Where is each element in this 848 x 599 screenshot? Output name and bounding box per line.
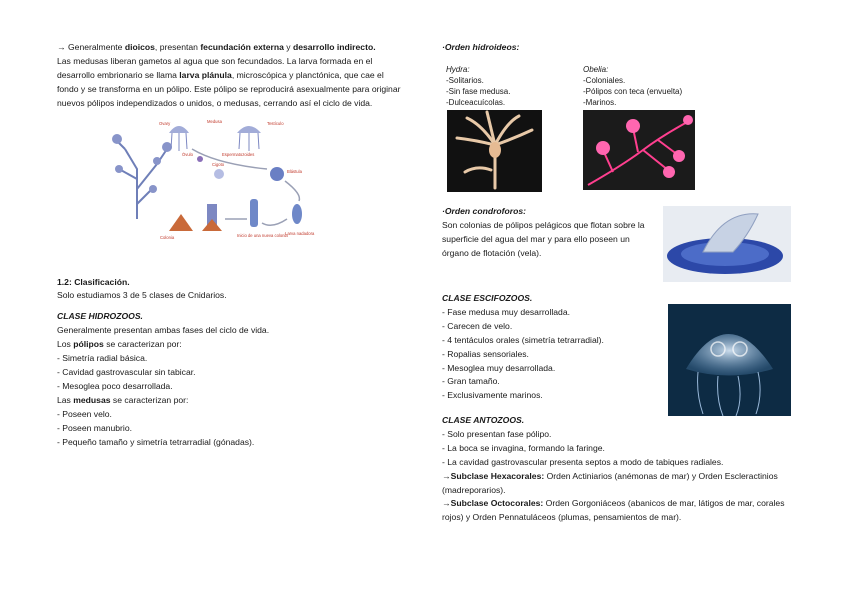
obelia-block	[583, 64, 713, 108]
medusa-female	[169, 126, 189, 133]
polipos-text: Los	[57, 339, 74, 350]
list-item: -Dulceacuícolas.	[446, 98, 506, 107]
list-item: - Poseen manubrio.	[57, 422, 132, 433]
intro-text: → Generalmente	[57, 42, 125, 52]
condroforos-text: Son colonias de pólipos pelágicos que flotan sobre la superficie del agua del mar y para ello poseen un órgano de flotación (vela).	[442, 219, 645, 258]
list-item: - La boca se invagina, formando la faringe.	[442, 442, 605, 453]
hydra-title: Hydra:	[446, 65, 470, 74]
list-item: - 4 tentáculos orales (simetría tetrarradial).	[442, 334, 604, 345]
hexacorales-bold: →Subclase Hexacorales:	[442, 470, 545, 481]
octocorales-bold: →Subclase Octocorales:	[442, 498, 544, 509]
list-item: - Solo presentan fase pólipo.	[442, 428, 552, 439]
medusas-bold: medusas	[73, 394, 111, 405]
classification-text: Solo estudiamos 3 de 5 clases de Cnidarios.	[57, 290, 227, 301]
list-item: - Fase medusa muy desarrollada.	[442, 306, 571, 317]
polipos-heading	[57, 338, 407, 352]
hidrozoos-title: CLASE HIDROZOOS.	[57, 311, 143, 322]
colony-drawing	[117, 141, 167, 219]
intro-bold-desarrollo: desarrollo indirecto.	[292, 42, 376, 52]
intro-text: y	[283, 42, 293, 52]
list-item: - Mesoglea muy desarrollada.	[442, 362, 556, 373]
antozoos-block	[442, 414, 802, 525]
octocorales-paragraph	[442, 497, 802, 525]
list-item: - Pequeño tamaño y simetría tetrarradial (gónadas).	[57, 436, 255, 447]
intro-bold-larva: larva plánula	[179, 69, 232, 80]
hydra-block	[446, 64, 556, 108]
hidroideos-title: ·Orden hidroideos:	[442, 42, 520, 52]
label-esperm: Espermatozoides	[222, 151, 255, 157]
classification-title: 1.2: Clasificación.	[57, 276, 130, 287]
hexacorales-paragraph	[442, 470, 802, 498]
label-cigoto: Cigoto	[212, 161, 225, 167]
medusa-male	[237, 126, 261, 133]
medusas-heading	[57, 394, 407, 408]
intro-text: Las medusas liberan gametos al agua que son fecundados. La larva formada en el desarrollo embrionario se llama	[57, 55, 373, 80]
antozoos-title: CLASE ANTOZOOS.	[442, 415, 525, 425]
jellyfish-illustration	[668, 304, 791, 416]
zygote-shape	[214, 169, 224, 179]
octocorales-text: Orden Gorgoniáceos (abanicos de mar, látigos de mar, corales rojos) y Orden Pennatuláceos (plumas, pensamientos de mar).	[442, 498, 785, 523]
obelia-title: Obelia:	[583, 65, 609, 74]
label-blastula: Blástula	[287, 168, 302, 174]
label-colonia: Colonia	[160, 234, 175, 240]
hydra-illustration	[447, 110, 542, 192]
escifozoos-title: CLASE ESCIFOZOOS.	[442, 293, 533, 303]
ovum-shape	[197, 156, 203, 162]
life-cycle-illustration	[97, 119, 332, 244]
obelia-illustration	[583, 110, 695, 190]
label-ovary: Ovary	[159, 120, 171, 126]
blastula-shape	[270, 167, 284, 181]
list-item: - La cavidad gastrovascular presenta septos a modo de tabiques radiales.	[442, 456, 724, 467]
condroforos-title: ·Orden condroforos:	[442, 206, 527, 216]
left-column	[57, 41, 407, 449]
polipos-bold: pólipos	[73, 339, 104, 350]
list-item: - Simetría radial básica.	[57, 353, 148, 364]
label-inicio: Inicio de una nueva colonia	[237, 232, 288, 238]
list-item: - Gran tamaño.	[442, 376, 500, 387]
polipos-text: se caracterizan por:	[103, 339, 182, 350]
velella-photo	[663, 206, 791, 282]
list-item: -Coloniales.	[583, 76, 626, 85]
label-testicle: Testículo	[267, 120, 284, 126]
medusas-text: se caracterizan por:	[110, 394, 189, 405]
label-medusa: Medusa	[207, 118, 222, 124]
larva-shape	[292, 204, 302, 224]
velella-illustration	[663, 206, 791, 282]
obelia-photo	[583, 110, 695, 190]
label-ovulo: Óvulo	[182, 151, 193, 157]
hexacorales-text: Orden Actiniarios (anémonas de mar) y Orden Escleractinios (madreporarios).	[442, 470, 778, 495]
intro-text: , presentan	[154, 42, 201, 52]
hydra-photo	[447, 110, 542, 192]
intro-text: , microscópica y planctónica, que cae el fondo y se transforma en un pólipo. Este pólipo se reproducirá asexualmente para originar nuevos pólipos independizados o unidos, o medusas, cerrando así el ciclo de vida.	[57, 69, 401, 108]
list-item: - Poseen velo.	[57, 408, 112, 419]
right-column	[442, 41, 802, 55]
list-item: - Cavidad gastrovascular sin tabicar.	[57, 366, 196, 377]
medusas-text: Las	[57, 394, 74, 405]
base-2	[202, 219, 222, 231]
intro-bold-dioicos: dioicos	[124, 42, 155, 52]
condroforos-block	[442, 205, 657, 261]
escifozoos-block	[442, 292, 667, 403]
jellyfish-photo	[668, 304, 791, 416]
medusa-male-tentacles	[239, 133, 259, 151]
list-item: -Marinos.	[583, 98, 617, 107]
list-item: - Exclusivamente marinos.	[442, 390, 543, 401]
list-item: -Sin fase medusa.	[446, 87, 511, 96]
list-item: - Mesoglea poco desarrollada.	[57, 380, 173, 391]
intro-paragraph-2	[57, 55, 407, 111]
list-item: - Ropalias sensoriales.	[442, 348, 529, 359]
life-cycle-diagram	[97, 119, 332, 244]
intro-bold-fecundacion: fecundación externa	[200, 42, 284, 52]
list-item: -Solitarios.	[446, 76, 484, 85]
label-larva: Larva nadadora	[285, 230, 315, 236]
hidrozoos-intro: Generalmente presentan ambas fases del ciclo de vida.	[57, 325, 270, 336]
list-item: - Carecen de velo.	[442, 320, 513, 331]
medusa-female-tentacles	[171, 133, 187, 151]
intro-paragraph-1	[57, 41, 407, 55]
colony-base	[169, 214, 193, 231]
new-polyp-shape	[250, 199, 258, 227]
list-item: -Pólipos con teca (envuelta)	[583, 87, 683, 96]
